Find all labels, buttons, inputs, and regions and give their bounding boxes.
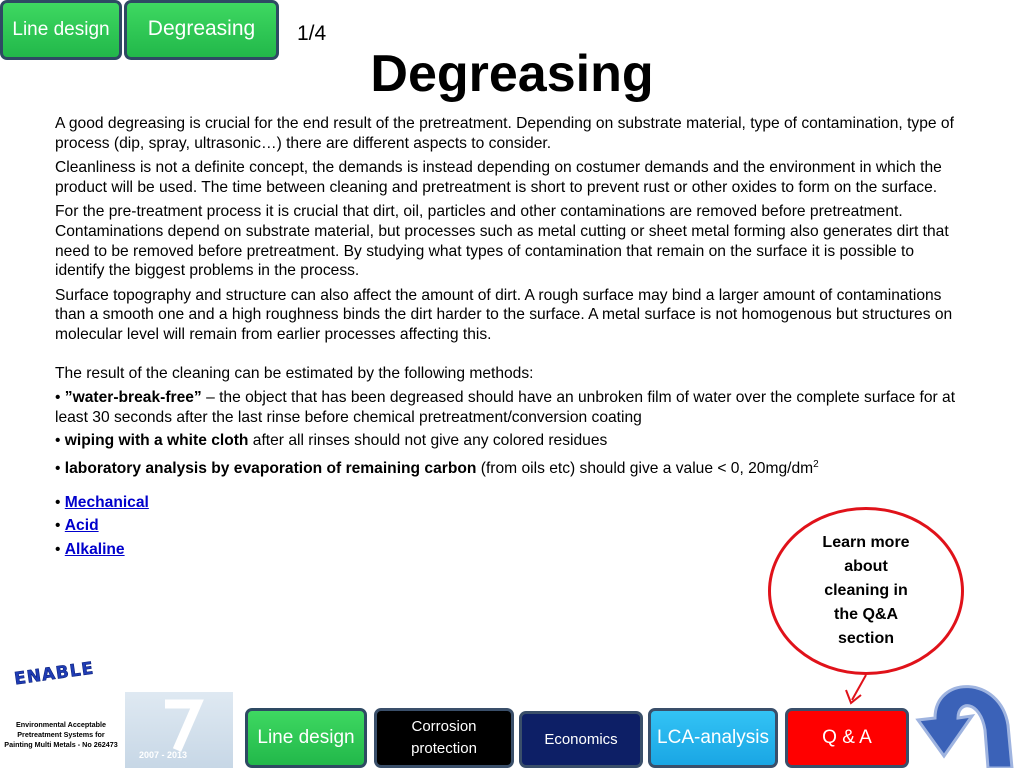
paragraph: A good degreasing is crucial for the end result of the pretreatment. Depending on substrate material, type of contamination, type of process (dip, spray, ultrasonic…) there are different aspects to consider. (55, 115, 954, 152)
method-desc: after all rinses should not give any colored residues (248, 432, 608, 450)
method-name: laboratory analysis by evaporation of remaining carbon (64, 460, 477, 478)
bottom-nav-economics-button[interactable] (519, 711, 643, 768)
project-description: Environmental Acceptable Pretreatment Systems for Painting Multi Metals - No 262473 (4, 720, 118, 749)
enable-logo: ENABLE (12, 658, 96, 690)
bottom-nav-lca-label: LCA-analysis (657, 727, 769, 748)
paragraph: Surface topography and structure can also affect the amount of dirt. A rough surface may bind a larger amount of contaminations than a smooth one and a high roughness binds the dirt harder to the surface. A metal surface is not homogenous but structures on molecular level will remain from earlier processes affecting this. (55, 286, 953, 343)
method-name: ”water-break-free” (64, 389, 202, 407)
fp7-years: 2007 - 2013 (139, 750, 188, 760)
bottom-nav-line-design-label: Line design (257, 727, 355, 748)
top-nav-degreasing-label: Degreasing (147, 17, 256, 40)
link-alkaline[interactable]: Alkaline (64, 540, 125, 558)
link-acid[interactable]: Acid (64, 517, 99, 535)
page-indicator: 1/4 (297, 22, 327, 45)
bottom-nav-line-design-button[interactable] (245, 708, 367, 768)
bottom-nav-corrosion-label: Corrosion protection (411, 718, 477, 757)
method-name: wiping with a white cloth (64, 432, 249, 450)
bottom-nav-lca-button[interactable] (648, 708, 778, 768)
list-item: • Acid (55, 517, 99, 535)
list-item: • Alkaline (55, 540, 125, 558)
bottom-nav-qa-label: Q & A (822, 727, 872, 748)
bottom-nav-economics-label: Economics (544, 731, 618, 748)
method-desc: (from oils etc) should give a value < 0, 20mg/dm (476, 460, 814, 478)
bottom-nav-corrosion-button[interactable] (374, 708, 514, 768)
bottom-nav-qa-button[interactable] (785, 708, 909, 768)
top-nav-line-design-label: Line design (12, 19, 110, 40)
qa-callout-text: Learn more about cleaning in the Q&A section (822, 534, 910, 647)
paragraph: For the pre-treatment process it is crucial that dirt, oil, particles and other contaminations are removed before pretreatment. Contaminations depend on substrate material, but processes such as metal cutting or sheet metal forming also generates dirt that need to be removed before pretreatment. By studying what types of contamination that remain on the surface it is possible to identify the biggest problems in the process. (55, 203, 949, 280)
link-mechanical[interactable]: Mechanical (64, 493, 149, 511)
superscript: 2 (813, 458, 819, 470)
page-title: Degreasing (370, 45, 654, 103)
method-item: • wiping with a white cloth after all rinses should not give any colored residues (55, 432, 608, 450)
methods-intro: The result of the cleaning can be estimated by the following methods: (55, 364, 534, 382)
method-item: • ”water-break-free” – the object that has been degreased should have an unbroken film of water over the complete surface for at least 30 seconds after the last rinse before chemical pretreatment/conversion coating (55, 389, 956, 426)
paragraph: Cleanliness is not a definite concept, the demands is instead depending on costumer demands and the environment in which the product will be used. The time between cleaning and pretreatment is short to prevent rust or other oxides to form on the surface. (55, 159, 942, 196)
method-desc: – the object that has been degreased should have an unbroken film of water over the complete surface for at least 30 seconds after the last rinse before chemical pretreatment/conversion coating (55, 389, 956, 426)
back-arrow-icon[interactable] (918, 687, 1012, 768)
fp7-logo (125, 692, 233, 768)
method-item: • laboratory analysis by evaporation of remaining carbon (from oils etc) should give a value < 0, $20mg/dm^2$ (55, 458, 819, 478)
callout-arrow-icon (846, 675, 866, 703)
list-item: • Mechanical (55, 493, 149, 511)
